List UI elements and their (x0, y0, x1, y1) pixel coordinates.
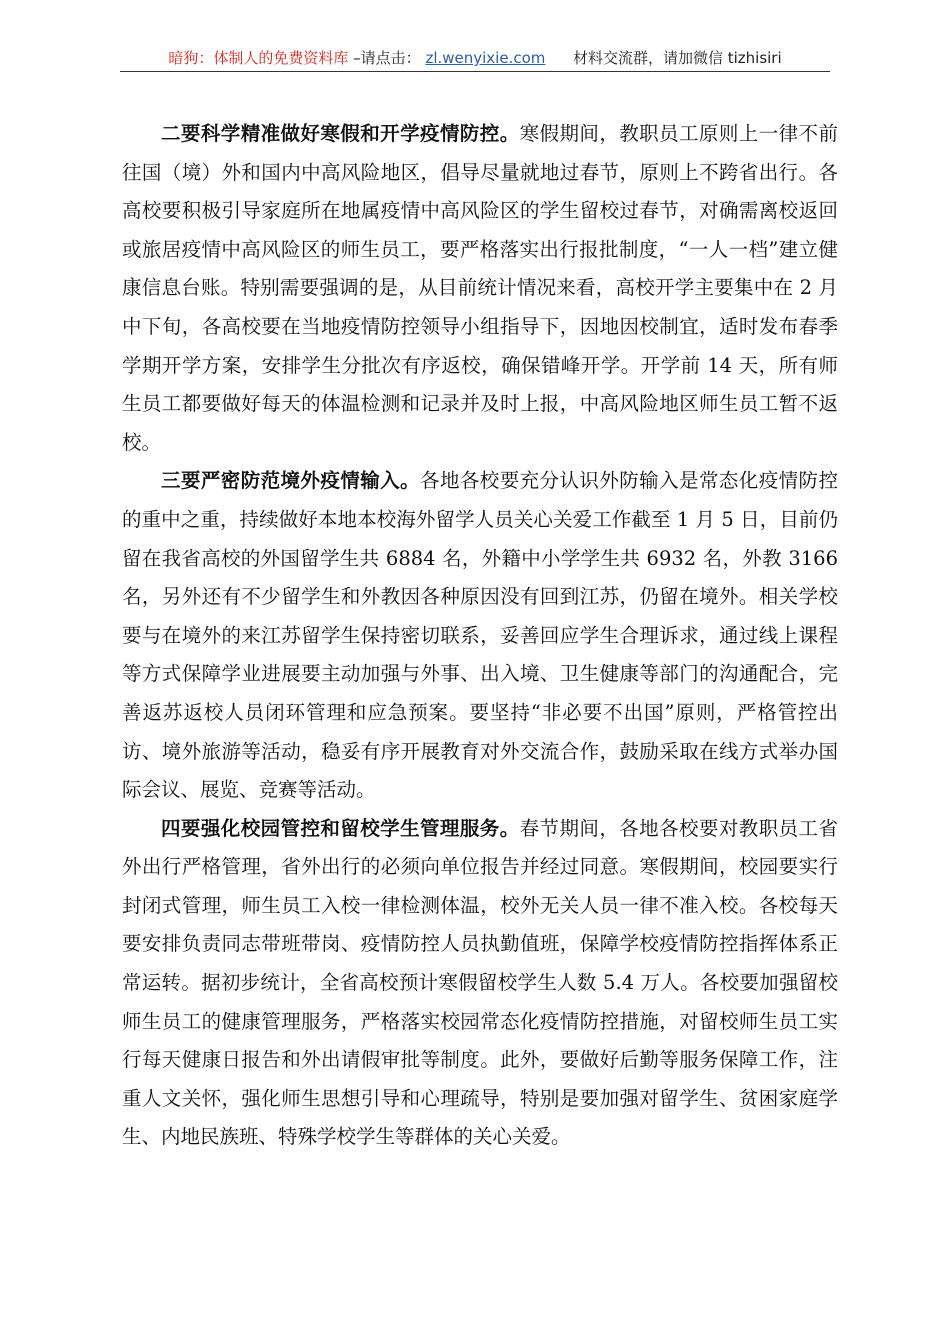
paragraph-text: 各地各校要充分认识外防输入是常态化疫情防控的重中之重，持续做好本地本校海外留学人员关心关爱工作截至 1 月 5 日，目前仍留在我省高校的外国留学生共 6884 名，外籍中小学学生共 6932 名，外教 3166 名，另外还有不少留学生和外教因各种原因没有回到江苏，仍留在境外。相关学校要与在境外的来江苏留学生保持密切联系，妥善回应学生合理诉求，通过线上课程等方式保障学业进展要主动加强与外事、出入境、卫生健康等部门的沟通配合，完善返苏返校人员闭环管理和应急预案。要坚持“非必要不出国”原则，严格管控出访、境外旅游等活动，稳妥有序开展教育对外交流合作，鼓励采取在线方式举办国际会议、展览、竞赛等活动。 (122, 469, 838, 802)
paragraph-text: 寒假期间，教职员工原则上一律不前往国（境）外和国内中高风险地区，倡导尽量就地过春节，原则上不跨省出行。各高校要积极引导家庭所在地属疫情中高风险区的学生留校过春节，对确需离校返回或旅居疫情中高风险区的师生员工，要严格落实出行报批制度，“一人一档”建立健康信息台账。特别需要强调的是，从目前统计情况来看，高校开学主要集中在 2 月中下旬，各高校要在当地疫情防控领导小组指导下，因地因校制宜，适时发布春季学期开学方案，安排学生分批次有序返校，确保错峰开学。开学前 14 天，所有师生员工都要做好每天的体温检测和记录并及时上报，中高风险地区师生员工暂不返校。 (122, 122, 838, 454)
paragraph-lead: 三要严密防范境外疫情输入。 (161, 469, 421, 493)
header-link[interactable]: zl.wenyixie.com (425, 49, 546, 67)
paragraph-lead: 二要科学精准做好寒假和开学疫情防控。 (161, 122, 520, 145)
paragraph-winter-break (122, 115, 838, 462)
header-divider (120, 71, 830, 72)
paragraph-campus-control (122, 810, 838, 1157)
header-wechat-note: 材料交流群，请加微信 tizhisiri (572, 49, 782, 67)
paragraph-lead: 四要强化校园管控和留校学生管理服务。 (161, 816, 520, 840)
header-brand: 暗狗：体制人的免费资料库 (168, 49, 349, 67)
paragraph-overseas-input (122, 462, 838, 809)
page-header (0, 46, 950, 70)
header-prompt: –请点击： (353, 49, 421, 67)
paragraph-text: 春节期间，各地各校要对教职员工省外出行严格管理，省外出行的必须向单位报告并经过同意。寒假期间，校园要实行封闭式管理，师生员工入校一律检测体温，校外无关人员一律不准入校。各校每天要安排负责同志带班带岗、疫情防控人员执勤值班，保障学校疫情防控指挥体系正常运转。据初步统计，全省高校预计寒假留校学生人数 5.4 万人。各校要加强留校师生员工的健康管理服务，严格落实校园常态化疫情防控措施，对留校师生员工实行每天健康日报告和外出请假审批等制度。此外，要做好后勤等服务保障工作，注重人文关怀，强化师生思想引导和心理疏导，特别是要加强对留学生、贫困家庭学生、内地民族班、特殊学校学生等群体的关心关爱。 (122, 816, 838, 1149)
document-body (122, 115, 838, 1157)
